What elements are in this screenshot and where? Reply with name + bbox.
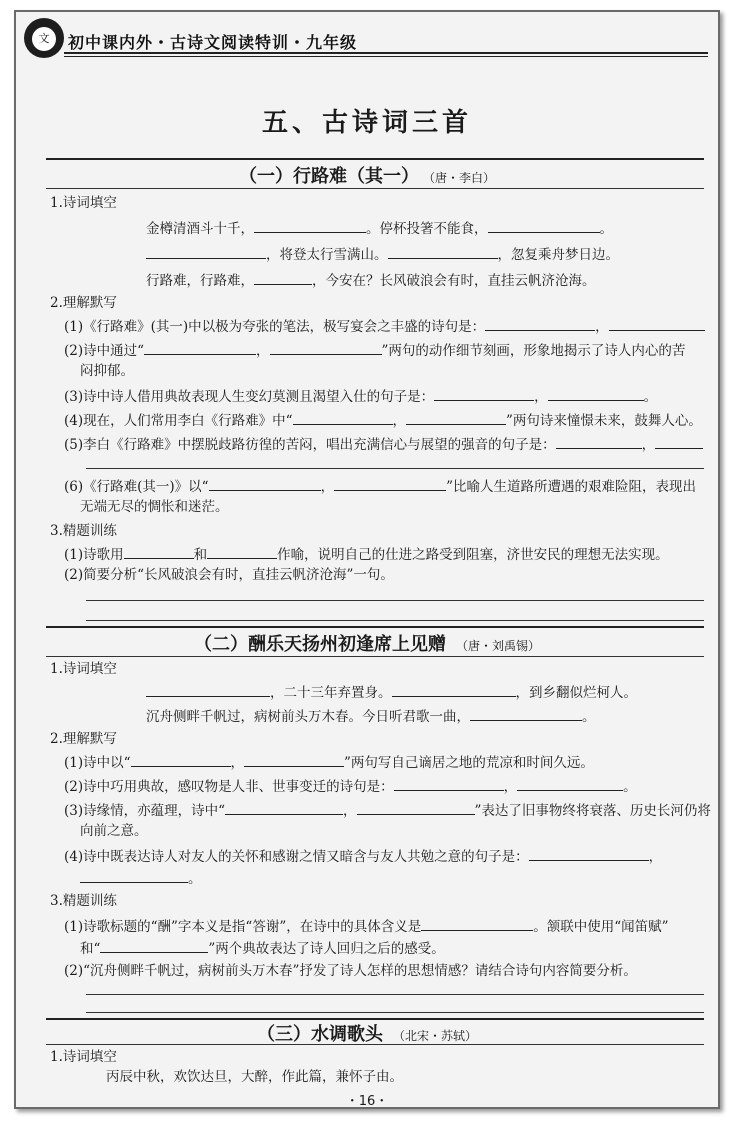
question: [64, 476, 696, 496]
answer-blank[interactable]: [488, 218, 600, 233]
poem-title-1: [16, 162, 718, 188]
question-text: ”比喻人生道路所遭遇的艰难险阻，表现出: [446, 479, 696, 495]
question-text: ”两句写自己谪居之地的荒凉和时间久远。: [344, 755, 594, 771]
section-heading: 2.理解默写: [50, 295, 117, 311]
answer-blank[interactable]: [270, 340, 382, 355]
poem-title-text: （二）酬乐天扬州初逢席上见赠: [193, 634, 446, 655]
answer-blank[interactable]: [529, 846, 649, 861]
answer-blank[interactable]: [394, 776, 504, 791]
question: [64, 916, 669, 936]
poem-author: （唐・李白）: [428, 171, 495, 185]
answer-blank[interactable]: [225, 800, 343, 815]
question-text: ”两句的动作细节刻画，形象地揭示了诗人内心的苦: [381, 343, 686, 359]
question: (1)《行路难》(其一)中以极为夸张的笔法，极写宴会之丰盛的诗句是： ，: [64, 316, 705, 336]
question: [64, 752, 594, 772]
answer-blank[interactable]: [244, 752, 344, 767]
question-continuation: 闷抑郁。: [80, 363, 134, 379]
poem-line: [146, 270, 596, 290]
answer-blank[interactable]: [470, 706, 582, 721]
series-title: 初中课内外・古诗文阅读特训・九年级: [68, 33, 358, 52]
question-text: 作喻，说明自己的仕进之路受到阻塞，济世安民的理想无法实现。: [277, 547, 669, 563]
section-heading: 3.精题训练: [50, 893, 117, 909]
header-rule: [64, 52, 708, 57]
question-continuation: [80, 938, 445, 958]
answer-blank[interactable]: [144, 340, 256, 355]
question: [64, 544, 669, 564]
question-continuation: 向前之意。: [80, 823, 148, 839]
poem-author: （唐・刘禹锡）: [455, 639, 540, 653]
answer-blank[interactable]: [357, 800, 475, 815]
answer-blank[interactable]: [609, 316, 705, 331]
section-rule: [46, 188, 704, 189]
answer-blank[interactable]: [254, 218, 366, 233]
answer-blank[interactable]: [207, 544, 277, 559]
question-text: (5)李白《行路难》中摆脱歧路彷徨的苦闷，唱出充满信心与展望的强音的句子是：: [64, 437, 556, 453]
question-text: ，: [256, 343, 270, 359]
question: (2)简要分析“长风破浪会有时，直挂云帆济沧海”一句。: [64, 567, 394, 583]
question: [64, 800, 711, 820]
verse-text: ，将登太行雪满山。: [266, 247, 388, 263]
question-text: (2)诗中通过“: [64, 343, 145, 359]
answer-blank[interactable]: [334, 476, 446, 491]
answer-blank[interactable]: [100, 938, 208, 953]
section-rule: [46, 1044, 704, 1045]
poem-preface: 丙辰中秋，欢饮达旦，大醉，作此篇，兼怀子由。: [106, 1069, 403, 1085]
question-text: (6)《行路难(其一)》以“: [64, 479, 209, 495]
question: [64, 340, 685, 360]
question: (2)“沉舟侧畔千帆过，病树前头万木春”抒发了诗人怎样的思想情感？请结合诗句内容简要分析。: [64, 963, 637, 979]
logo-mark: 文: [32, 27, 56, 51]
section-rule: [46, 158, 704, 160]
answer-blank[interactable]: [388, 244, 498, 259]
poem-line: [146, 218, 613, 238]
answer-blank[interactable]: [434, 386, 534, 401]
question: (5)李白《行路难》中摆脱歧路彷徨的苦闷，唱出充满信心与展望的强音的句子是： ，: [64, 434, 703, 454]
verse-text: 沉舟侧畔千帆过，病树前头万木春。今日听君歌一曲，: [146, 709, 470, 725]
answer-blank[interactable]: [209, 476, 321, 491]
question: [64, 410, 702, 430]
answer-line[interactable]: [86, 600, 704, 601]
section-heading: 1.诗词填空: [50, 195, 117, 211]
question-text: (4)诗中既表达诗人对友人的关怀和感谢之情又暗含与友人共勉之意的句子是：: [64, 849, 529, 865]
question-text: ，: [392, 413, 407, 429]
poem-line: [146, 244, 619, 264]
question: (2)诗中巧用典故，感叹物是人非、世事变迁的诗句是： ， 。: [64, 776, 637, 796]
verse-text: 。: [599, 221, 613, 237]
poem-title-2: [16, 630, 718, 656]
question-text: (1)诗歌用: [64, 547, 124, 563]
page-number: ・16・: [345, 1094, 389, 1109]
poem-title-text: （三）水调歌头: [256, 1024, 383, 1045]
answer-blank[interactable]: [556, 434, 642, 449]
question-text: (1)诗中以“: [64, 755, 131, 771]
question-text: (3)诗缘情，亦蕴理，诗中“: [64, 803, 226, 819]
section-heading: 1.诗词填空: [50, 1049, 117, 1065]
question-text: (1)《行路难》(其一)中以极为夸张的笔法，极写宴会之丰盛的诗句是：: [64, 319, 486, 335]
question-text: 。颔联中使用“闻笛赋”: [533, 919, 669, 935]
question-text: (1)诗歌标题的“酬”字本义是指“答谢”，在诗中的具体含义是: [64, 919, 422, 935]
question-text: (4)现在，人们常用李白《行路难》中“: [64, 413, 293, 429]
page-frame: [14, 10, 720, 1109]
series-logo: [24, 18, 64, 58]
verse-text: ，到乡翻似烂柯人。: [515, 685, 637, 701]
question-text: ”两句诗来憧憬未来，鼓舞人心。: [506, 413, 702, 429]
question: (4)诗中既表达诗人对友人的关怀和感谢之情又暗含与友人共勉之意的句子是： ，: [64, 846, 662, 866]
question-text: 和: [193, 547, 208, 563]
poem-title-text: （一）行路难（其一）: [238, 166, 419, 187]
answer-line[interactable]: [86, 620, 704, 621]
verse-text: 。停杯投箸不能食，: [366, 221, 488, 237]
answer-blank[interactable]: [421, 916, 533, 931]
answer-blank[interactable]: [124, 544, 194, 559]
question-text: ，: [343, 803, 357, 819]
section-heading: 3.精题训练: [50, 523, 117, 539]
question-continuation: 。: [80, 868, 202, 888]
poem-line: [146, 682, 637, 702]
answer-blank[interactable]: [146, 682, 270, 697]
answer-line[interactable]: [86, 994, 704, 995]
answer-blank[interactable]: [293, 410, 393, 425]
verse-text: 行路难，行路难，: [146, 273, 254, 289]
verse-text: 金樽清酒斗十千，: [146, 221, 254, 237]
question-text: ，: [320, 479, 335, 495]
question-text: ”两个典故表达了诗人回归之后的感受。: [208, 941, 445, 957]
verse-text: 。: [582, 709, 596, 725]
answer-blank[interactable]: [146, 244, 266, 259]
poem-line: [146, 706, 596, 726]
poem-author: （北宋・苏轼）: [392, 1029, 477, 1043]
section-rule: [46, 656, 704, 657]
section-rule: [46, 626, 704, 628]
question-text: ，: [230, 755, 245, 771]
question-continuation: 无端无尽的惆怅和迷茫。: [80, 499, 229, 515]
answer-blank[interactable]: [485, 316, 595, 331]
question-text: (3)诗中诗人借用典故表现人生变幻莫测且渴望入仕的句子是：: [64, 389, 435, 405]
answer-blank[interactable]: [131, 752, 231, 767]
page-header: [16, 12, 718, 64]
section-heading: 1.诗词填空: [50, 661, 117, 677]
verse-text: ，今安在？长风破浪会有时，直挂云帆济沧海。: [312, 273, 596, 289]
answer-blank[interactable]: [517, 776, 623, 791]
answer-blank[interactable]: [406, 410, 506, 425]
question: (3)诗中诗人借用典故表现人生变幻莫测且渴望入仕的句子是： ， 。: [64, 386, 657, 406]
answer-line[interactable]: [86, 468, 704, 469]
verse-text: ，忽复乘舟梦日边。: [497, 247, 619, 263]
answer-line[interactable]: [86, 1012, 704, 1013]
section-heading: 2.理解默写: [50, 731, 117, 747]
answer-blank[interactable]: [80, 868, 188, 883]
answer-blank[interactable]: [392, 682, 516, 697]
chapter-title: 五、古诗词三首: [261, 108, 472, 138]
poem-title-3: [16, 1020, 718, 1046]
question-text: (2)诗中巧用典故，感叹物是人非、世事变迁的诗句是：: [64, 779, 394, 795]
question-text: ”表达了旧事物终将衰落、历史长河仍将: [474, 803, 711, 819]
answer-blank[interactable]: [548, 386, 644, 401]
answer-blank[interactable]: [254, 270, 312, 285]
question-text: 和“: [80, 941, 101, 957]
verse-text: ，二十三年弃置身。: [270, 685, 392, 701]
answer-blank[interactable]: [655, 434, 703, 449]
